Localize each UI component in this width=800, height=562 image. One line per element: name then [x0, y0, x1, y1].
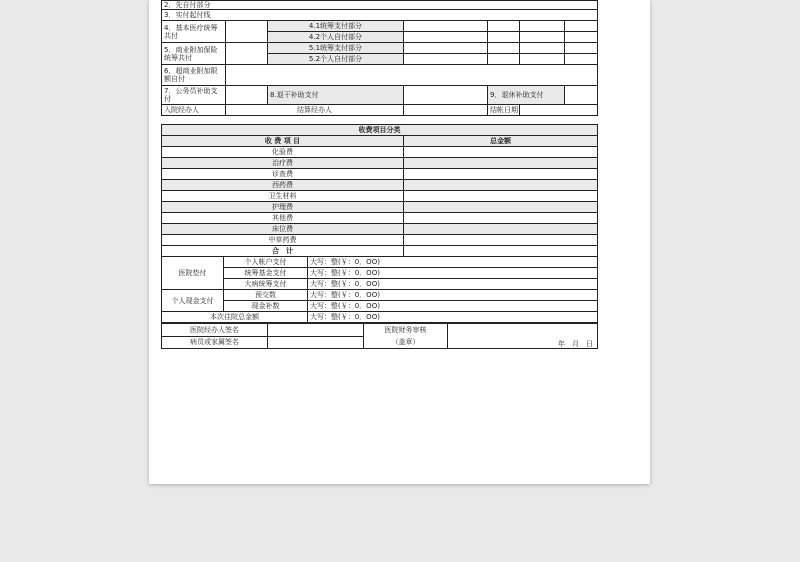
seal-label: （盖章） — [391, 338, 420, 346]
pooled-fund-pay-amount: 大写：整(￥：0．OO) — [308, 268, 598, 279]
over-limit-self-pay-label: 6．超商业附加限额自付 — [162, 65, 226, 86]
major-illness-pay-label: 大病统筹支付 — [224, 279, 308, 290]
settlement-form — [161, 0, 597, 349]
fee-item-header: 收 费 项 目 — [162, 136, 404, 147]
personal-account-pay-label: 个人帐户支付 — [224, 257, 308, 268]
commercial-personal-pay-label: 5.2个人自付部分 — [268, 54, 404, 65]
personal-account-pay-amount: 大写：整(￥：0．OO) — [308, 257, 598, 268]
signature-table — [161, 323, 598, 349]
pooled-fund-pay-label: 统筹基金支付 — [224, 268, 308, 279]
cash-supplement-label: 现金补数 — [224, 301, 308, 312]
deductible-label: 3．实付起付线 — [162, 10, 598, 21]
finance-review-cell — [364, 324, 448, 349]
fee-item-treatment: 治疗费 — [162, 158, 404, 169]
personal-cash-label: 个人现金支付 — [162, 290, 224, 312]
commercial-insurance-label: 5．商业附加保险统筹共付 — [162, 43, 226, 65]
cash-supplement-amount: 大写：整(￥：0．OO) — [308, 301, 598, 312]
commercial-insurance-amount — [226, 43, 268, 65]
fee-item-other: 其他费 — [162, 213, 404, 224]
prepaid-label: 预交数 — [224, 290, 308, 301]
total-hospitalization-label: 本次住院总金额 — [162, 312, 308, 323]
basic-personal-pay-label: 4.2个人自付部分 — [268, 32, 404, 43]
document-page — [149, 0, 650, 484]
patient-signature-label: 病员或家属签名 — [162, 336, 268, 349]
total-hospitalization-amount: 大写：整(￥：0．OO) — [308, 312, 598, 323]
fee-item-nursing: 护理费 — [162, 202, 404, 213]
prepaid-amount: 大写：整(￥：0．OO) — [308, 290, 598, 301]
civil-servant-subsidy-label: 7．公务员补助支付 — [162, 86, 226, 105]
settlement-breakdown-table — [161, 0, 598, 116]
basic-pooled-pay-label: 4.1统筹支付部分 — [268, 21, 404, 32]
hospital-advance-label: 医院垫付 — [162, 257, 224, 290]
finance-review-label: 医院财务审核 — [384, 326, 427, 334]
fee-item-sanitary-materials: 卫生材料 — [162, 191, 404, 202]
settle-handler-label: 结算经办人 — [226, 105, 404, 116]
retired-cadre-subsidy-label: 8.退干补助支付 — [268, 86, 404, 105]
fee-item-western-medicine: 西药费 — [162, 180, 404, 191]
settle-date-label: 结帐日期 — [488, 105, 520, 116]
retiree-subsidy-label: 9．退休补助支付 — [488, 86, 565, 105]
major-illness-pay-amount: 大写：整(￥：0．OO) — [308, 279, 598, 290]
fee-sum-label: 合 计 — [162, 246, 404, 257]
fee-item-herbal-medicine: 中草药费 — [162, 235, 404, 246]
fee-section-title: 收费项目分类 — [162, 125, 598, 136]
fee-total-header: 总金额 — [404, 136, 598, 147]
basic-medical-label: 4．基本医疗统筹共付 — [162, 21, 226, 43]
handler-signature-label: 医院经办人签名 — [162, 324, 268, 337]
fee-category-table — [161, 124, 598, 323]
fee-item-lab: 化验费 — [162, 147, 404, 158]
fee-item-consultation: 诊查费 — [162, 169, 404, 180]
admit-handler-label: 入院经办人 — [162, 105, 226, 116]
date-cell — [448, 324, 598, 349]
patient-signature-field — [268, 336, 364, 349]
self-pay-first-label: 2．先自付部分 — [162, 1, 598, 10]
date-line: 年 月 日 — [558, 340, 593, 348]
handler-signature-field — [268, 324, 364, 337]
commercial-pooled-pay-label: 5.1统筹支付部分 — [268, 43, 404, 54]
fee-item-bed: 床位费 — [162, 224, 404, 235]
basic-medical-amount — [226, 21, 268, 43]
